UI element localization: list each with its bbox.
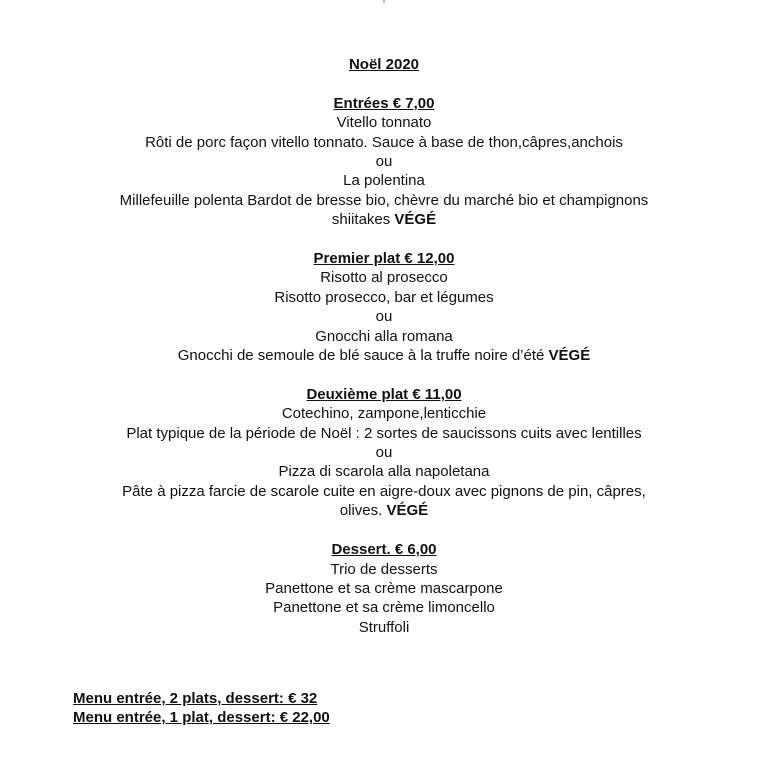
dish-description-text: Gnocchi de semoule de blé sauce à la truffe noire d’été [177, 347, 545, 365]
dish-name: Gnocchi alla romana [315, 327, 453, 345]
or-separator: ou [375, 308, 393, 326]
dish-description-with-badge [0, 346, 768, 365]
dish-description: Plat typique de la période de Noël : 2 sortes de saucissons cuits avec lentilles [126, 424, 642, 442]
dish-description-continued [0, 501, 768, 520]
section-premier-plat [0, 249, 768, 365]
dish-name: Risotto al prosecco [320, 269, 448, 287]
section-header-deuxieme-plat: Deuxième plat € 11,00 [306, 385, 462, 403]
top-mark [383, 0, 385, 3]
section-entrees [0, 94, 768, 230]
vege-badge: VÉGÉ [394, 211, 437, 229]
dessert-item: Struffoli [358, 618, 410, 636]
dish-name: Cotechino, zampone,lenticchie [281, 405, 487, 423]
menu-prices-footer [73, 689, 330, 728]
dish-description-text: shiitakes [331, 211, 391, 229]
dish-description-text: olives. [339, 502, 383, 520]
section-header-dessert: Dessert. € 6,00 [331, 541, 437, 559]
section-dessert [0, 540, 768, 637]
section-header-entrees: Entrées € 7,00 [333, 94, 435, 112]
vege-badge: VÉGÉ [386, 502, 429, 520]
section-deuxieme-plat [0, 385, 768, 521]
dish-name: Vitello tonnato [336, 114, 432, 132]
menu-price-line: Menu entrée, 2 plats, dessert: € 32 [73, 690, 318, 707]
dessert-item: Panettone et sa crème limoncello [273, 599, 495, 617]
dish-description: Millefeuille polenta Bardot de bresse bio, chèvre du marché bio et champignons [119, 191, 649, 209]
vege-badge: VÉGÉ [548, 347, 591, 365]
menu-title: Noël 2020 [348, 56, 420, 73]
section-header-premier-plat: Premier plat € 12,00 [313, 250, 455, 268]
menu-body [0, 55, 768, 637]
dish-name: La polentina [343, 172, 425, 190]
menu-price-line: Menu entrée, 1 plat, dessert: € 22,00 [73, 709, 330, 727]
dish-name: Pizza di scarola alla napoletana [278, 463, 490, 481]
dish-description-continued [0, 210, 768, 229]
dish-description: Pâte à pizza farcie de scarole cuite en aigre-doux avec pignons de pin, câpres, [122, 482, 646, 500]
or-separator: ou [375, 444, 393, 462]
dessert-item: Trio de desserts [330, 560, 438, 578]
or-separator: ou [375, 153, 393, 171]
dish-description: Rôti de porc façon vitello tonnato. Sauce à base de thon,câpres,anchois [145, 133, 623, 151]
dessert-item: Panettone et sa crème mascarpone [265, 579, 503, 597]
dish-description: Risotto prosecco, bar et légumes [274, 288, 494, 306]
